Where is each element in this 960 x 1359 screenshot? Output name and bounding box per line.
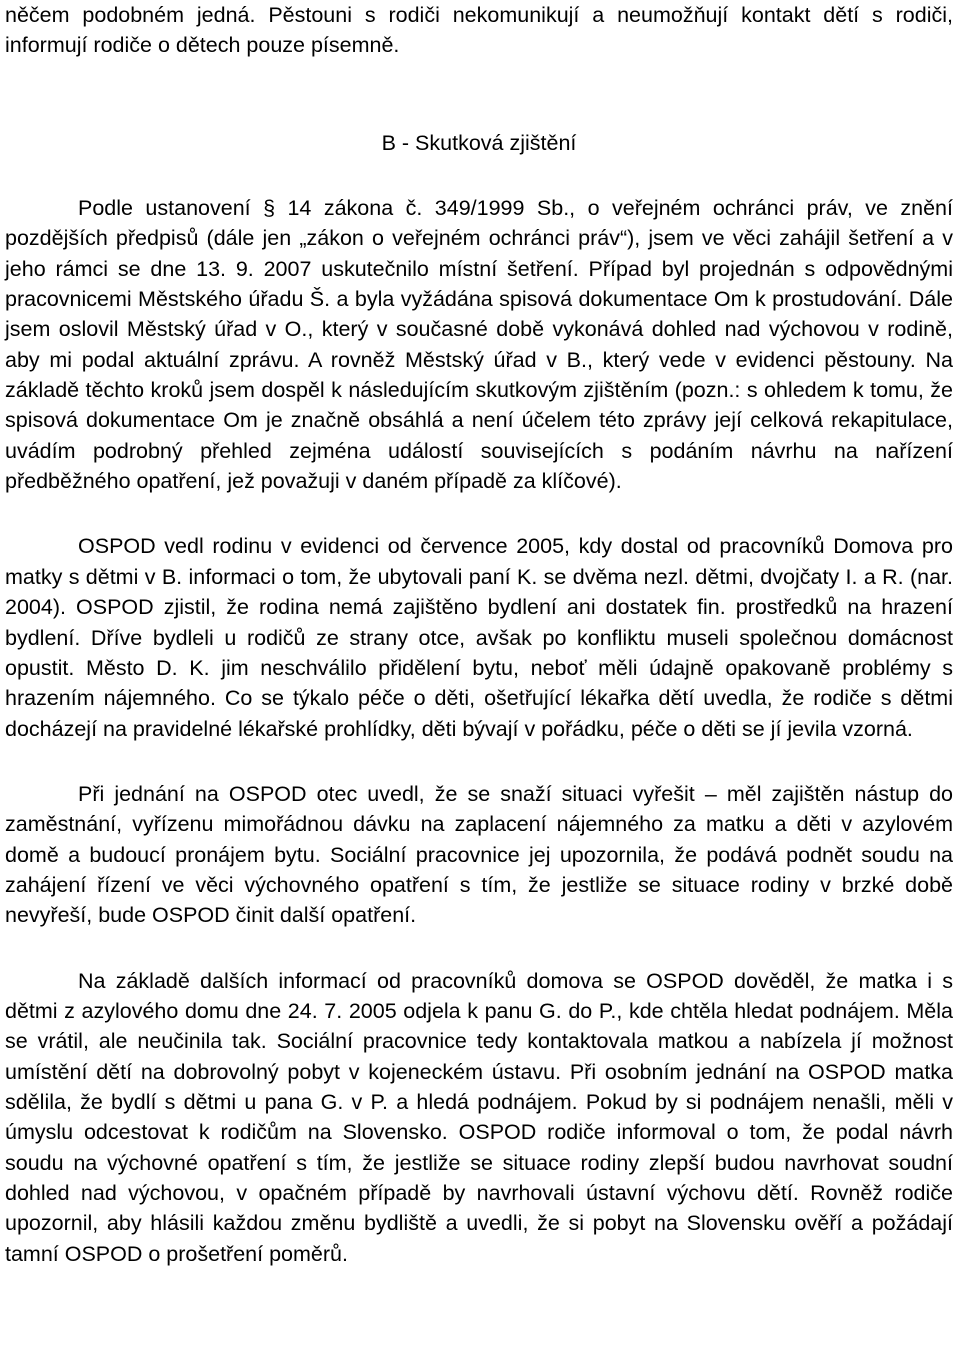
paragraph-ospod-evidence: OSPOD vedl rodinu v evidenci od července 2005, kdy dostal od pracovníků Domova pro matky s dětmi v B. informaci o tom, že ubytovali paní K. se dvěma nezl. dětmi, dvojčaty I. a R. (nar. 2004). OSPOD zjistil, že rodina nemá zajištěno bydlení ani dostatek fin. prostředků na hrazení bydlení. Dříve bydleli u rodičů ze strany otce, avšak po konfliktu museli společnou domácnost opustit. Město D. K. jim neschválilo přidělení bytu, neboť měli údajně opakovaně problémy s hrazením nájemného. Co se týkalo péče o děti, ošetřující lékařka dětí uvedla, že rodiče s dětmi docházejí na pravidelné lékařské prohlídky, děti bývají v pořádku, péče o děti se jí jevila vzorná. (5, 534, 953, 741)
section-title: B - Skutková zjištění (381, 130, 577, 155)
spacer (5, 158, 953, 193)
spacer (5, 496, 953, 531)
paragraph-father-meeting: Při jednání na OSPOD otec uvedl, že se snaží situaci vyřešit – měl zajištěn nástup do zaměstnání, vyřízenu mimořádnou dávku na zaplacení nájemného za matku a děti v azylovém domě a budoucí pronájem bytu. Sociální pracovnice jej upozornila, že podává podnět soudu na zahájení řízení ve věci výchovného opatření s tím, že jestliže se situace rodiny v brzké době nevyřeší, bude OSPOD činit další opatření. (5, 781, 953, 928)
intro-paragraph: něčem podobném jedná. Pěstouni s rodiči nekomunikují a neumožňují kontakt dětí s rodiči, informují rodiče o dětech pouze písemně. (5, 3, 953, 58)
spacer (5, 61, 953, 128)
spacer (5, 931, 953, 966)
paragraph-findings-intro: Podle ustanovení § 14 zákona č. 349/1999 Sb., o veřejném ochránci práv, ve znění pozdějších předpisů (dále jen „zákon o veřejném ochránci práv“), jsem ve věci zahájil šetření a v jeho rámci se dne 13. 9. 2007 uskutečnilo místní šetření. Případ byl projednán s odpovědnými pracovnicemi Městského úřadu Š. a byla vyžádána spisová dokumentace Om k prostudování. Dále jsem oslovil Městský úřad v O., který v současné době vykonává dohled nad výchovou v rodině, aby mi podal aktuální zprávu. A rovněž Městský úřad v B., který vede v evidenci pěstouny. Na základě těchto kroků jsem dospěl k následujícím skutkovým zjištěním (pozn.: s ohledem k tomu, že spisová dokumentace Om je značně obsáhlá a není účelem této zprávy její celková rekapitulace, uvádím podrobný přehled zejména událostí souvisejících s podáním návrhu na nařízení předběžného opatření, jež považuji v daném případě za klíčové). (5, 196, 953, 494)
spacer (5, 744, 953, 779)
paragraph-further-information: Na základě dalších informací od pracovníků domova se OSPOD dověděl, že matka i s dětmi z azylového domu dne 24. 7. 2005 odjela k panu G. do P., kde chtěla hledat podnájem. Měla se vrátil, ale neučinila tak. Sociální pracovnice tedy kontaktovala matkou a nabízela jí možnost umístění dětí na dobrovolný pobyt v kojeneckém ústavu. Při osobním jednání na OSPOD matka sdělila, že bydlí s dětmi u pana G. v P. a hledá podnájem. Pokud by si podnájem nenašli, měli v úmyslu odcestovat k rodičům na Slovensko. OSPOD rodiče informoval o tom, že podal návrh soudu na výchovné opatření s tím, že jestliže se situace rodiny zlepší budou navrhovat soudní dohled nad výchovou, v opačném případě by navrhovali ústavní výchovu dětí. Rovněž rodiče upozornil, aby hlásili každou změnu bydliště a uvedli, že si pobyt na Slovensku ověří a požádají tamní OSPOD o prošetření poměrů. (5, 968, 953, 1266)
